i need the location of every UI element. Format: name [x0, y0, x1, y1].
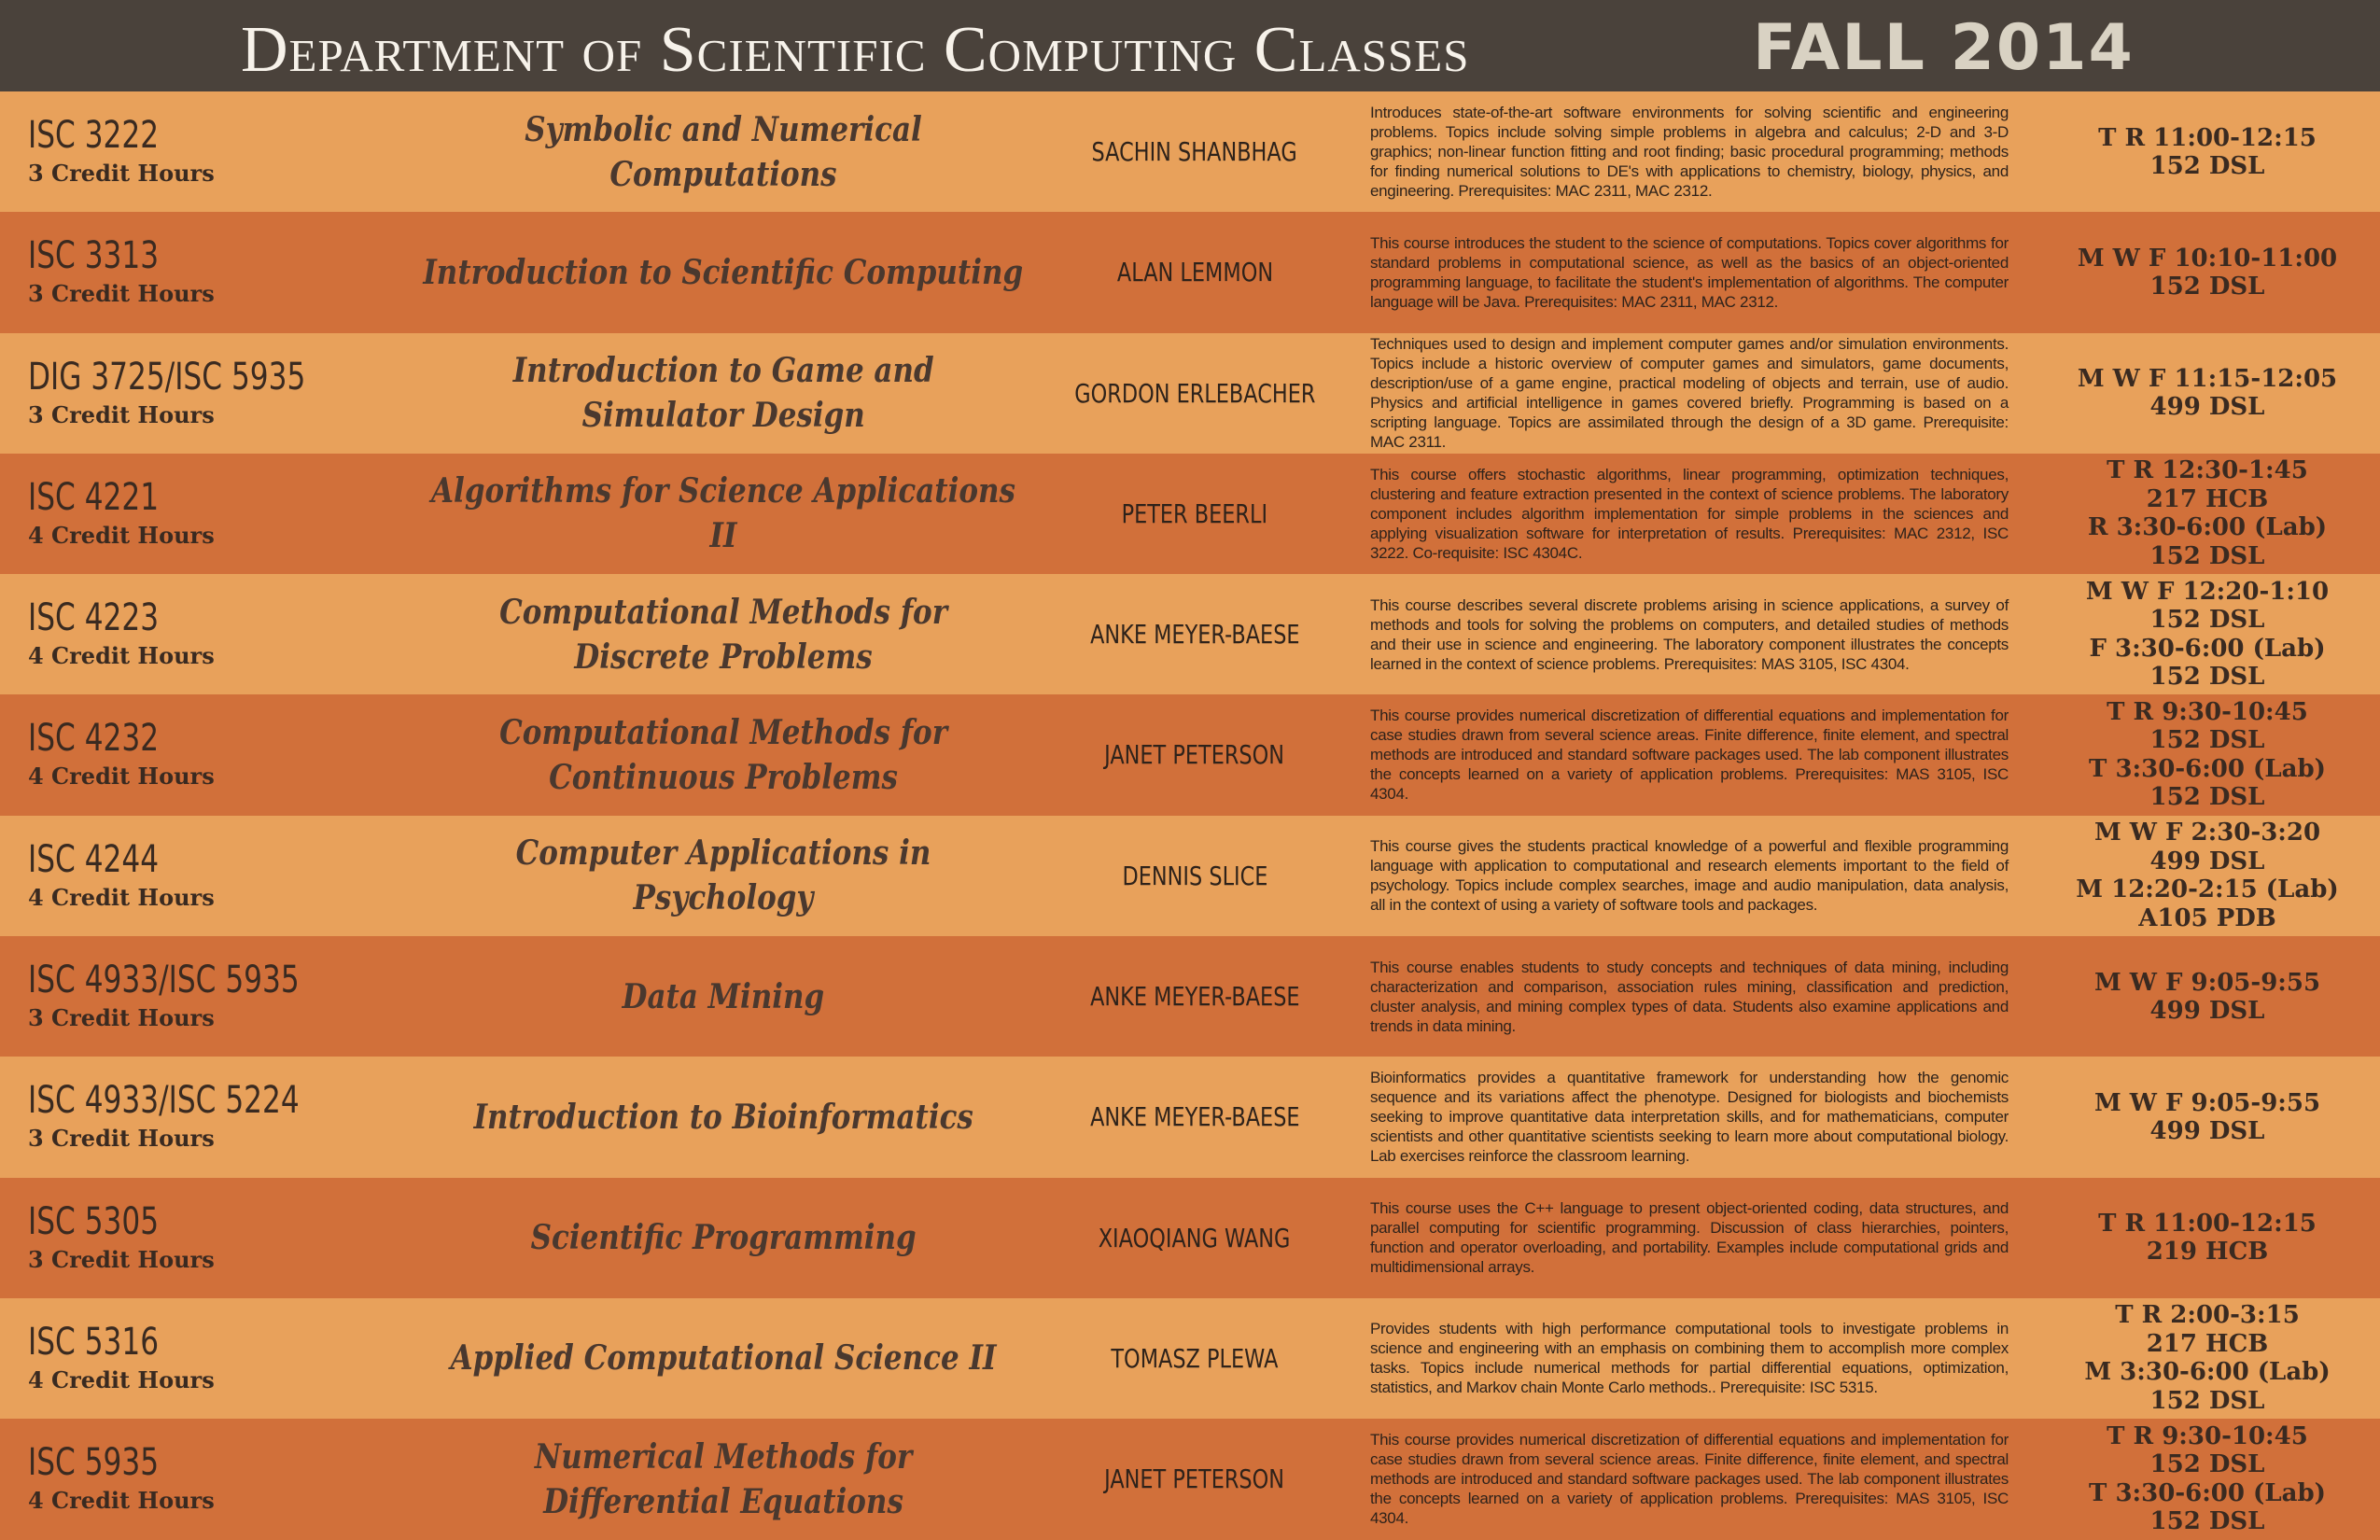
course-code: ISC 5935: [28, 1441, 160, 1485]
course-description: This course describes several discrete problems arising in science applications, a survey of methods and tools for solving the problems on computers, and detailed studies of methods and their use in science and engineering. The laboratory component illustrates the concepts learned in the context of science problems. Prerequisites: MAS 3105, ISC 4304.: [1370, 595, 2009, 673]
course-description: This course uses the C++ language to present object-oriented coding, data structures, and parallel computing for scientific programming. Discussion of class hierarchies, pointers, function and operator overloading, and portability. Examples include computational grids and multidimensional arrays.: [1370, 1199, 2009, 1277]
schedule-line: 152 DSL: [2149, 783, 2265, 812]
schedule-line: 152 DSL: [2149, 606, 2265, 635]
schedule-line: M W F 9:05-9:55: [2093, 968, 2321, 997]
course-description: This course provides numerical discretization of differential equations and implementation for case studies drawn from several science areas. Finite difference, finite element, and spectral methods are introduced and standard software packages used. The lab component illustrates the concepts learned on a variety of application problems. Prerequisites: MAS 3105, ISC 4304.: [1370, 1431, 2009, 1528]
description-cell: [1370, 212, 2009, 332]
course-row: [0, 1178, 2380, 1298]
schedule-line: 152 DSL: [2149, 541, 2265, 570]
schedule-line: T R 12:30-1:45: [2107, 456, 2308, 485]
schedule-cell: [2035, 936, 2380, 1057]
schedule-line: 152 DSL: [2149, 663, 2265, 692]
course-title: Numerical Methods for Differential Equations: [534, 1436, 913, 1521]
instructor-cell: [1055, 454, 1335, 574]
course-title: Introduction to Game and Simulator Design: [512, 351, 934, 436]
course-row: [0, 212, 2380, 332]
course-title: Introduction to Scientific Computing: [423, 252, 1024, 292]
instructor-cell: [1055, 212, 1335, 332]
schedule-line: T 3:30-6:00 (Lab): [2089, 1478, 2326, 1507]
schedule-line: 217 HCB: [2146, 1329, 2269, 1358]
schedule-cell: [2035, 816, 2380, 936]
course-code: ISC 4221: [28, 475, 160, 519]
credit-hours: 3 Credit Hours: [28, 1004, 215, 1032]
course-title-cell: [373, 1419, 1073, 1539]
schedule-line: 499 DSL: [2149, 393, 2265, 422]
instructor-name: ANKE MEYER-BAESE: [1089, 619, 1300, 651]
credit-hours: 3 Credit Hours: [28, 1245, 215, 1273]
instructor-name: DENNIS SLICE: [1122, 860, 1267, 891]
schedule-line: 152 DSL: [2149, 1386, 2265, 1415]
description-cell: [1370, 936, 2009, 1057]
course-title-cell: [373, 694, 1073, 815]
course-description: This course offers stochastic algorithms, linear programming, optimization techniques, clustering and feature extraction presented in the context of science problems. The laboratory component includes algorithm implementation for simple problems in the sciences and applying visualization software for interpretation of results. Prerequisites: MAC 2312, ISC 3222. Co-requisite: ISC 4304C.: [1370, 465, 2009, 562]
schedule-line: 219 HCB: [2146, 1238, 2269, 1267]
instructor-name: TOMASZ PLEWA: [1111, 1342, 1279, 1374]
course-title-cell: [373, 574, 1073, 694]
schedule-line: R 3:30-6:00 (Lab): [2087, 513, 2328, 542]
credit-hours: 4 Credit Hours: [28, 883, 215, 911]
credit-hours: 4 Credit Hours: [28, 521, 215, 549]
course-code: ISC 4933/ISC 5224: [28, 1079, 300, 1123]
description-cell: [1370, 816, 2009, 936]
schedule-cell: [2035, 1419, 2380, 1539]
instructor-name: ANKE MEYER-BAESE: [1089, 981, 1300, 1013]
term-label: FALL 2014: [1753, 11, 2135, 85]
course-title: Applied Computational Science II: [450, 1338, 997, 1379]
schedule-cell: [2035, 333, 2380, 454]
course-row: [0, 936, 2380, 1057]
schedule-cell: [2035, 694, 2380, 815]
instructor-name: GORDON ERLEBACHER: [1073, 377, 1316, 409]
schedule-line: M W F 12:20-1:10: [2085, 577, 2330, 606]
course-row: [0, 1419, 2380, 1539]
schedule-line: T R 9:30-10:45: [2107, 1421, 2308, 1450]
instructor-name: JANET PETERSON: [1104, 1463, 1285, 1495]
header-bar: [0, 0, 2380, 91]
course-title-cell: [373, 936, 1073, 1057]
schedule-line: T R 11:00-12:15: [2098, 123, 2317, 152]
instructor-name: JANET PETERSON: [1104, 739, 1285, 771]
course-row: [0, 454, 2380, 574]
instructor-name: ANKE MEYER-BAESE: [1089, 1101, 1300, 1133]
course-title-cell: [373, 333, 1073, 454]
course-title-cell: [373, 1057, 1073, 1177]
instructor-cell: [1055, 1298, 1335, 1419]
course-description: This course provides numerical discretization of differential equations and implementation for case studies drawn from several science areas. Finite difference, finite element, and spectral methods are introduced and standard software packages used. The lab component illustrates the concepts learned on a variety of application problems. Prerequisites: MAS 3105, ISC 4304.: [1370, 707, 2009, 804]
course-title-cell: [373, 454, 1073, 574]
instructor-cell: [1055, 694, 1335, 815]
course-code: ISC 4232: [28, 717, 160, 761]
course-title-cell: [373, 816, 1073, 936]
schedule-line: M 3:30-6:00 (Lab): [2084, 1358, 2331, 1387]
schedule-cell: [2035, 212, 2380, 332]
schedule-cell: [2035, 454, 2380, 574]
instructor-cell: [1055, 1178, 1335, 1298]
course-code: DIG 3725/ISC 5935: [28, 355, 306, 399]
credit-hours: 4 Credit Hours: [28, 1487, 215, 1515]
schedule-line: T R 2:00-3:15: [2115, 1301, 2300, 1330]
description-cell: [1370, 574, 2009, 694]
schedule-line: 499 DSL: [2149, 1116, 2265, 1145]
instructor-name: PETER BEERLI: [1121, 497, 1268, 529]
course-code: ISC 5305: [28, 1199, 160, 1243]
instructor-cell: [1055, 91, 1335, 212]
course-description: This course introduces the student to the science of computations. Topics cover algorithms for standard problems in computational science, as well as the basics of an object-oriented programming language, to facilitate the student's implementation of algorithms. The computer language will be Java. Prerequisites: MAC 2311, MAC 2312.: [1370, 233, 2009, 311]
schedule-line: A105 PDB: [2138, 903, 2276, 932]
credit-hours: 3 Credit Hours: [28, 280, 215, 308]
schedule-cell: [2035, 91, 2380, 212]
instructor-name: XIAOQIANG WANG: [1099, 1222, 1291, 1253]
schedule-line: F 3:30-6:00 (Lab): [2089, 634, 2326, 663]
course-description: Techniques used to design and implement computer games and/or simulation environments. Topics include a historic overview of computer games and simulators, game documents, description/use of a game engine, practical modeling of objects and terrain, use of audio. Physics and artificial intelligence in games covered briefly. Programming is based on a scripting language. Topics are assimilated through the design of a 3D game. Prerequisite: MAC 2311.: [1370, 335, 2009, 452]
schedule-line: 152 DSL: [2149, 151, 2265, 180]
course-description: This course gives the students practical knowledge of a powerful and flexible programming language with application to computational and research elements important to the field of psychology. Topics include complex searches, image and audio manipulation, data analysis, all in the context of using a variety of software tools and packages.: [1370, 837, 2009, 915]
course-title: Computational Methods for Continuous Problems: [499, 712, 947, 797]
schedule-line: M W F 2:30-3:20: [2093, 819, 2321, 847]
schedule-line: 152 DSL: [2149, 1507, 2265, 1536]
instructor-name: SACHIN SHANBHAG: [1091, 136, 1298, 167]
course-title: Algorithms for Science Applications II: [431, 471, 1015, 556]
course-description: This course enables students to study concepts and techniques of data mining, including characterization and comparison, association rules mining, classification and prediction, cluster analysis, and mining complex types of data. Students also examine applications and trends in data mining.: [1370, 958, 2009, 1035]
description-cell: [1370, 454, 2009, 574]
instructor-cell: [1055, 936, 1335, 1057]
course-code: ISC 3313: [28, 234, 160, 278]
description-cell: [1370, 333, 2009, 454]
schedule-line: M W F 10:10-11:00: [2077, 244, 2338, 273]
instructor-cell: [1055, 1057, 1335, 1177]
course-title: Computer Applications in Psychology: [515, 833, 931, 918]
schedule-line: 152 DSL: [2149, 726, 2265, 755]
instructor-cell: [1055, 333, 1335, 454]
course-title: Symbolic and Numerical Computations: [525, 109, 922, 194]
course-title-cell: [373, 91, 1073, 212]
schedule-line: 217 HCB: [2146, 484, 2269, 513]
credit-hours: 3 Credit Hours: [28, 160, 215, 187]
course-row: [0, 694, 2380, 815]
course-row: [0, 333, 2380, 454]
schedule-line: T R 11:00-12:15: [2098, 1210, 2317, 1239]
credit-hours: 4 Credit Hours: [28, 1365, 215, 1393]
credit-hours: 4 Credit Hours: [28, 763, 215, 791]
course-row: [0, 91, 2380, 212]
schedule-line: M 12:20-2:15 (Lab): [2076, 875, 2339, 904]
course-row: [0, 1298, 2380, 1419]
description-cell: [1370, 1419, 2009, 1539]
schedule-line: M W F 11:15-12:05: [2077, 365, 2338, 394]
course-row: [0, 816, 2380, 936]
schedule-cell: [2035, 1178, 2380, 1298]
course-description: Bioinformatics provides a quantitative framework for understanding how the genomic sequence and its variations affect the phenotype. Designed for biologists and biochemists seeking to improve quantitative data interpretation skills, and for mathematicians, computer scientists and other quantitative scientists seeking to learn more about computational biology. Lab exercises reinforce the classroom learning.: [1370, 1069, 2009, 1166]
schedule-line: T R 9:30-10:45: [2107, 697, 2308, 726]
schedule-line: T 3:30-6:00 (Lab): [2089, 754, 2326, 783]
credit-hours: 3 Credit Hours: [28, 400, 215, 428]
page-title: Department of Scientific Computing Classes: [241, 14, 1470, 86]
course-code: ISC 5316: [28, 1320, 160, 1364]
course-row: [0, 1057, 2380, 1177]
course-title-cell: [373, 1178, 1073, 1298]
credit-hours: 3 Credit Hours: [28, 1125, 215, 1153]
course-code: ISC 4933/ISC 5935: [28, 959, 300, 1002]
course-description: Introduces state-of-the-art software environments for solving scientific and engineering problems. Topics include solving simple problems in algebra and calculus; 2-D and 3-D graphics; non-linear function fitting and root finding; basic procedural programming; methods for finding numerical solutions to DE's with applications to chemistry, biology, physics, and engineering. Prerequisites: MAC 2311, MAC 2312.: [1370, 104, 2009, 200]
course-code: ISC 4244: [28, 837, 160, 881]
instructor-name: ALAN LEMMON: [1116, 257, 1273, 288]
description-cell: [1370, 694, 2009, 815]
schedule-line: 152 DSL: [2149, 1450, 2265, 1479]
course-code: ISC 3222: [28, 114, 160, 157]
schedule-cell: [2035, 1057, 2380, 1177]
course-title: Introduction to Bioinformatics: [473, 1097, 973, 1137]
schedule-line: 152 DSL: [2149, 272, 2265, 301]
schedule-line: M W F 9:05-9:55: [2093, 1088, 2321, 1117]
credit-hours: 4 Credit Hours: [28, 642, 215, 670]
course-title: Data Mining: [622, 976, 825, 1016]
instructor-cell: [1055, 1419, 1335, 1539]
description-cell: [1370, 1057, 2009, 1177]
course-title-cell: [373, 212, 1073, 332]
description-cell: [1370, 1178, 2009, 1298]
schedule-line: 499 DSL: [2149, 996, 2265, 1025]
schedule-line: 499 DSL: [2149, 847, 2265, 875]
schedule-cell: [2035, 1298, 2380, 1419]
course-title: Scientific Programming: [530, 1218, 917, 1258]
course-row: [0, 574, 2380, 694]
instructor-cell: [1055, 574, 1335, 694]
instructor-cell: [1055, 816, 1335, 936]
description-cell: [1370, 91, 2009, 212]
course-description: Provides students with high performance computational tools to investigate problems in science and engineering with an emphasis on combining them to accomplish more complex tasks. Topics include numerical methods for partial differential equations, optimization, statistics, and Markov chain Monte Carlo methods.. Prerequisite: ISC 5315.: [1370, 1320, 2009, 1397]
course-code: ISC 4223: [28, 596, 160, 640]
course-list: [0, 91, 2380, 1540]
schedule-cell: [2035, 574, 2380, 694]
course-title-cell: [373, 1298, 1073, 1419]
description-cell: [1370, 1298, 2009, 1419]
course-title: Computational Methods for Discrete Problems: [499, 592, 947, 677]
